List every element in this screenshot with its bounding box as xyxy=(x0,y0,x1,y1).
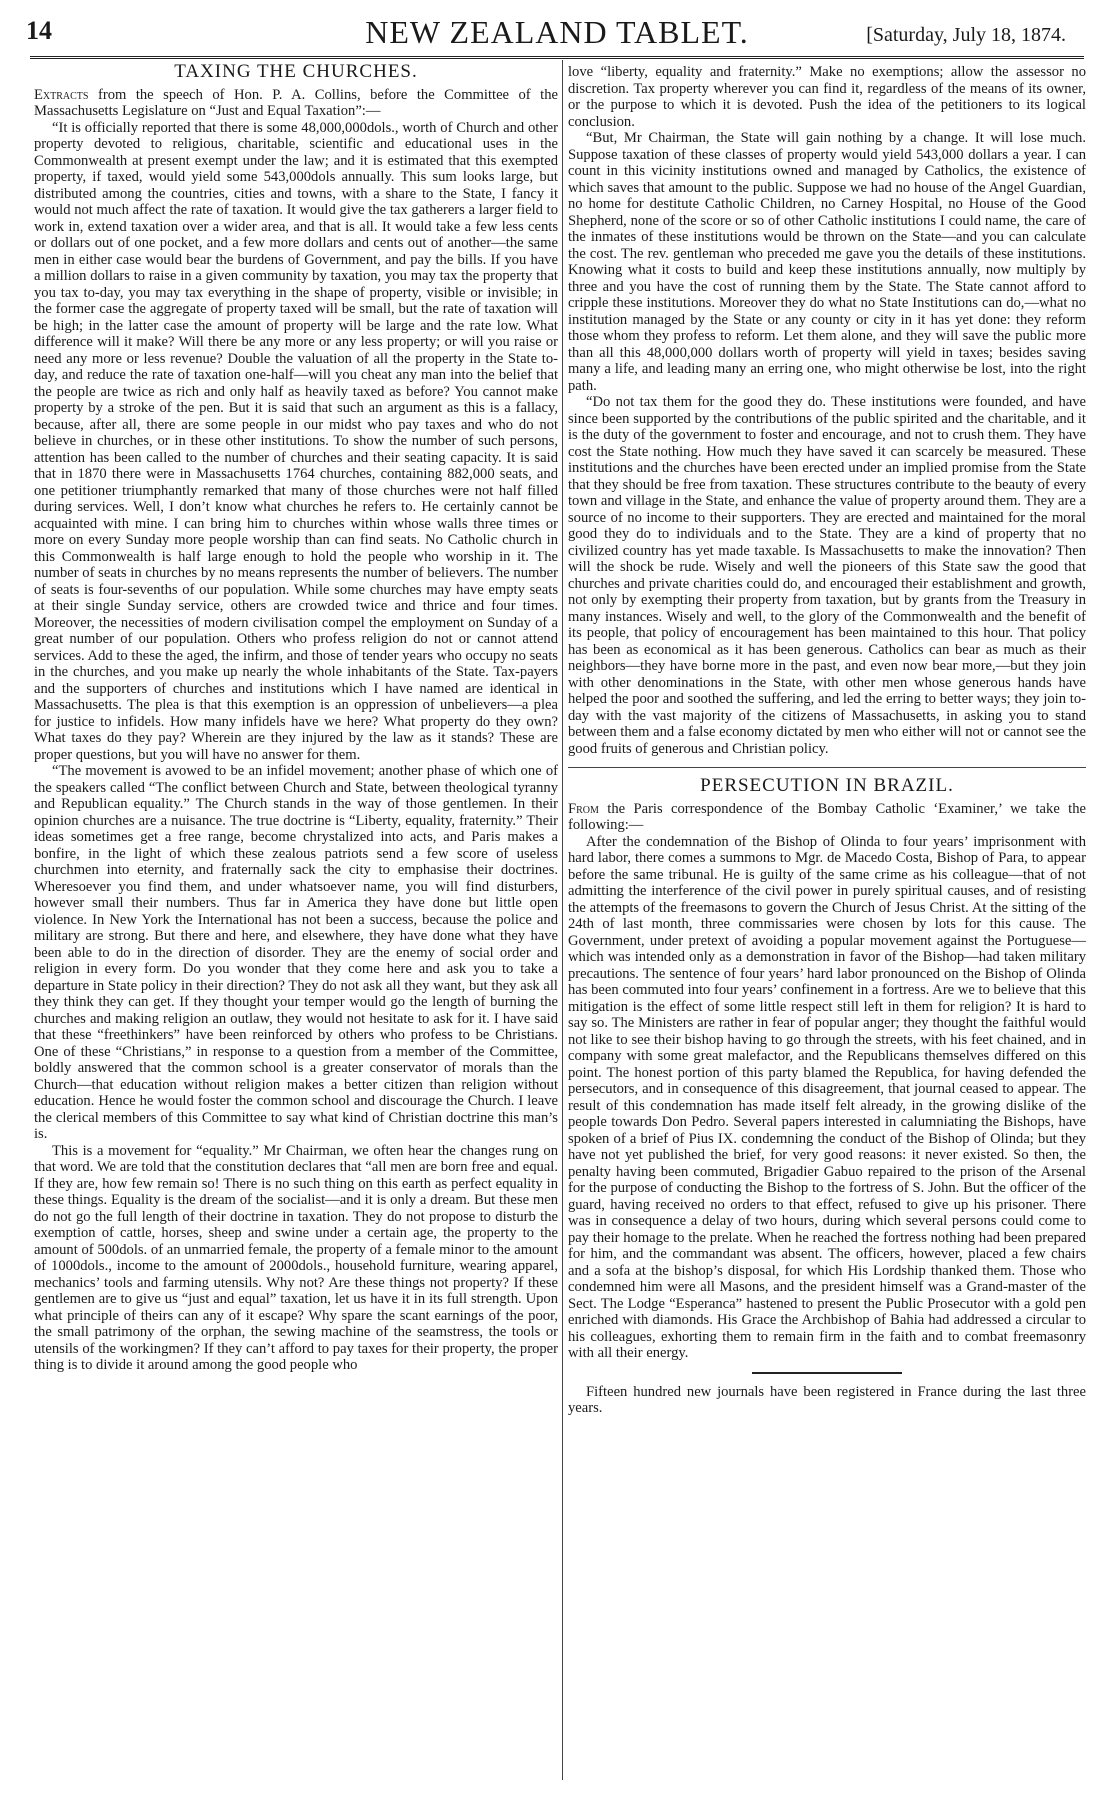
left-column xyxy=(34,61,558,1374)
article-paragraph: “But, Mr Chairman, the State will gain nothing by a change. It will lose much. Suppose taxation of these classes of property would yield 543,000 dollars a year. I can count in this vicinity institutions owned and managed by Catholics, the existence of which saves that amount to the public. Suppose we had no house of the Angel Guardian, no home for destitute Catholic Children, no Carney Hospital, no House of the Good Shepherd, none of the score or so of other Catholic institutions I could name, the care of the inmates of these institutions would be thrown on the State—and you can calculate the cost. The rev. gentleman who preceded me gave you the details of these institutions. Knowing what it costs to build and keep these institutions annually, now multiply by three and you have the cost of running them by the State. The State cannot afford to cripple these institutions. Moreover they do what no State Institutions can do,—what no institution managed by the State or any county or city in it has yet done: they reform those whom they profess to reform. Let them alone, and they will save the public more than all this 48,000,000 dollars worth of property will yield in taxes; besides saving many a life, and leading many an erring one, who might otherwise be lost, into the right path. xyxy=(568,130,1086,394)
section-rule xyxy=(568,767,1086,768)
issue-date: [Saturday, July 18, 1874. xyxy=(866,24,1066,46)
news-note: Fifteen hundred new journals have been registered in France during the last three years. xyxy=(568,1383,1086,1416)
article-paragraph: “It is officially reported that there is some 48,000,000dols., worth of Church and other property devoted to religious, charitable, scientific and educational uses in the Commonwealth at present exempt under the law; and it is estimated that this exempted property, if taxed, would yield some 543,000dols annually. This sum looks large, but distributed among the countries, cities and towns, with a share to the State, I fancy it would not much affect the rate of taxation. It would give the tax gatherers a larger field to work in, extend taxation over a wider area, and that is all. It would take a few less cents or dollars out of one pocket, and a few more dollars and cents out of another—the same men in either case would bear the burdens of Government, and pay the bills. If you have a million dollars to raise in a given community by taxation, you may tax the property that you tax to-day, you may tax everything in the shape of property, visible or invisible; in the former case the aggregate of property taxed will be small, but the rate of taxation will be high; in the latter case the amount of property will be large and the rate low. What difference will it make? Will there be any more or any less property; or will you raise or need any more or less revenue? Double the valuation of all the property in the State to-day, and reduce the rate of taxation one-half—will you cheat any man into the belief that the people are twice as rich and only half as heavily taxed as before? You cannot make property by a stroke of the pen. But it is said that such an argument as this is a fallacy, because, after all, there are some people in our midst who pay taxes and who do not believe in churches, or in these other institutions. To show the number of such persons, attention has been called to the number of churches and their seating capacity. It is said that in 1870 there were in Massachusetts 1764 churches, containing 882,000 seats, and one petitioner triumphantly remarked that many of those churches were not half filled during services. Well, I don’t know what churches he refers to. He certainly cannot be acquainted with mine. I can bring him to churches within whose walls three times or more on every Sunday more people worship than can find seats. No Catholic church in this Commonwealth is half large enough to hold the people who worship in it. The number of seats in churches by no means represents the number of believers. The number of seats is four-sevenths of our population. While some churches may have empty seats at their single Sunday service, others are crowded twice and thrice and four times. Moreover, the necessities of modern civilisation compel the employment on Sunday of a great number of our population. Others who profess religion do not or cannot attend services. Add to these the aged, the infirm, and those of tender years who occupy no seats in the churches, and you make up nearly the whole inhabitants of the State. Tax-payers and the supporters of churches and institutions which I have named are identical in Massachusetts. The plea is that this exemption is an oppression of unbelievers—a plea for justice to infidels. How many infidels have we here? What property do they own? What taxes do they pay? Wherein are they injured by the law as it stands? These are proper questions, but you will have no answer for them. xyxy=(34,119,558,763)
article-paragraph: This is a movement for “equality.” Mr Chairman, we often hear the changes rung on that word. We are told that the constitution declares that “all men are born free and equal. If they are, how few remain so! There is no such thing on this earth as perfect equality in these things. Equality is the dream of the socialist—and it is only a dream. But these men do not go the full length of their doctrine in taxation. They do not propose to disturb the exemption of cattle, horses, sheep and swine under a certain age, the property to the amount of 500dols. of an unmarried female, the property of a female minor to the amount of 1000dols., income to the amount of 2000dols., household furniture, wearing apparel, mechanics’ tools and farming utensils. Why not? Are these things not property? If these gentlemen are to give us “just and equal” taxation, let us have it in its full strength. Upon what principle of theirs can any of it escape? Why spare the scant earnings of the poor, the small patrimony of the orphan, the sewing machine of the seamstress, the tools or utensils of the workingmen? If they can’t afford to pay taxes for their property, the proper thing is to divide it around among the good people who xyxy=(34,1142,558,1373)
article-intro xyxy=(568,801,1086,834)
short-rule xyxy=(752,1372,902,1374)
article-paragraph: “The movement is avowed to be an infidel movement; another phase of which one of the speakers called “The conflict between Church and State, between theological tyranny and Republican equality.” The Church stands in the way of those gentlemen. In their opinion churches are a nuisance. The true doctrine is “Liberty, equality, fraternity.” Their ideas sometimes get a free range, become chrystalized into acts, and Paris makes a bonfire, in the light of which these zealous patriots send a few score of useless churchmen into eternity, and fraternally sack the city to emphasise their doctrines. Wheresoever you find them, and under whatsoever name, you will find disturbers, however small their numbers. Thus far in America they have done but little open violence. In New York the International has not been a success, because the police and military are strong. But there and here, and elsewhere, they have done what they have been able to do in the direction of disorder. They are the enemy of social order and religion in every form. Do you wonder that they come here and ask you to take a departure in State policy in their direction? They do not ask all they want, but they ask all they think they can get. If they thought your temper would go the length of burning the churches and making religion an outlaw, they would not hesitate to ask for it. I have said that these “freethinkers” have been reinforced by others who profess to be Christians. One of these “Christians,” in response to a question from a member of the Committee, boldly answered that the common school is a greater conservator of morals than the Church—that education without religion makes a better citizen than religion without education. Hence he would foster the common school and discourage the Church. I leave the clerical members of this Committee to say what kind of Christian doctrine this man’s is. xyxy=(34,763,558,1142)
article-title-taxing-churches: TAXING THE CHURCHES. xyxy=(174,61,418,82)
article-paragraph: “Do not tax them for the good they do. These institutions were founded, and have since been supported by the contributions of the public spirited and the charitable, and it is the duty of the government to foster and encourage, and not to crush them. They have cost the State nothing. How much they have saved it can scarcely be measured. These institutions and the churches have been erected under an implied promise from the State that they should be free from taxation. These structures contribute to the beauty of every town and village in the State, and enhance the value of property around them. They are a source of no income to their supporters. They are erected and maintained for the moral good they do to individuals and to the State. They are a kind of property that no civilized country has yet made taxable. Is Massachusetts to make the innovation? Then will the shock be rude. Wisely and well the pioneers of this State saw the good that churches and private charities could do, and encouraged their establishment and growth, not only by exempting their property from taxation, but by grants from the Treasury in many instances. Wisely and well, to the glory of the Commonwealth and the benefit of its people, that policy of encouragement has been maintained to this hour. That policy has been as economical as it has been generous. Catholics can bear as much as their neighbors—they have borne more in the past, and even now bear more,—but they join with other denominations in the State, with other men whose generous hands have helped the poor and soothed the suffering, and led the erring to better ways; they join to-day with the vast majority of the citizens of Massachusetts, in asking you to stand between them and a false economy dictated by men who either will not or cannot see the good fruits of generous and Christian policy. xyxy=(568,394,1086,757)
intro-text: the Paris correspondence of the Bombay Catholic ‘Examiner,’ we take the following:— xyxy=(568,800,1086,833)
newspaper-title: NEW ZEALAND TABLET. xyxy=(365,14,749,50)
intro-text: from the speech of Hon. P. A. Collins, before the Committee of the Massachusetts Legislature on “Just and Equal Taxation”:— xyxy=(34,86,558,119)
article-paragraph: After the condemnation of the Bishop of Olinda to four years’ imprisonment with hard labor, there comes a summons to Mgr. de Macedo Costa, Bishop of Para, to appear before the same tribunal. He is guilty of the same crime as his colleague—that of not admitting the interference of the civil power in purely spiritual causes, and of resisting the attempts of the freemasons to govern the Church of Jesus Christ. At the sitting of the 24th of last month, three commissaries were chosen by lots for this cause. The Government, under pretext of avoiding a popular movement against the Portuguese—which was intended only as a demonstration in favor of the Bishop—had taken military precautions. The sentence of four years’ hard labor pronounced on the Bishop of Olinda has been commuted into four years’ confinement in a fortress. Are we to believe that this mitigation is the effect of some little respect still left in them for religion? It is hard to say so. The Ministers are rather in fear of popular anger; they thought the faithful would not like to see their bishop having to go through the streets, with his feet chained, and in company with some great malefactor, and the Republicans themselves differed on this point. The honest portion of this party blamed the Republica, for having defended the persecutors, and in consequence of this disagreement, that journal ceased to appear. The result of this condemnation has made itself felt already, in the growing dislike of the people towards Don Pedro. Several papers interested in calumniating the Bishops, have spoken of a brief of Pius IX. condemning the conduct of the Bishop of Olinda; but they have not yet published the brief, for very good reasons: it never existed. So then, the penalty having been commuted, Brigadier Gabuo repaired to the prison of the Arsenal for the purpose of conducting the Bishop to the fortress of S. John. But the officer of the guard, having received no orders to that effect, refused to give up his prisoner. There was in consequence a delay of two hours, during which several persons could come to pay their homage to the prelate. When he reached the fortress nothing had been prepared for him, and the commandant was absent. The officers, however, placed a few chairs and a sofa at the bishop’s disposal, for which His Lordship thanked them. Those who condemned him were all Masons, and the president himself was a Grand-master of the Sect. The Lodge “Esperanca” hastened to present the Public Prosecutor with a gold pen enriched with diamonds. His Grace the Archbishop of Bahia had addressed a circular to his colleagues, exhorting them to remain firm in the faith and to combat freemasonry with all their energy. xyxy=(568,833,1086,1361)
article-intro xyxy=(34,87,558,120)
article-title-persecution-brazil: PERSECUTION IN BRAZIL. xyxy=(700,775,954,796)
page-number: 14 xyxy=(26,16,52,45)
right-column xyxy=(568,64,1086,1417)
intro-caps: Extracts xyxy=(34,86,89,103)
intro-caps: From xyxy=(568,800,599,817)
masthead-rule xyxy=(30,56,1084,59)
column-divider xyxy=(562,60,563,1780)
masthead xyxy=(18,10,1096,54)
article-paragraph: love “liberty, equality and fraternity.” Make no exemptions; allow the assessor no discretion. Tax property wherever you can find it, regardless of the means of its owner, or the purpose to which it is devoted. Push the idea of the petitioners to its logical conclusion. xyxy=(568,64,1086,130)
